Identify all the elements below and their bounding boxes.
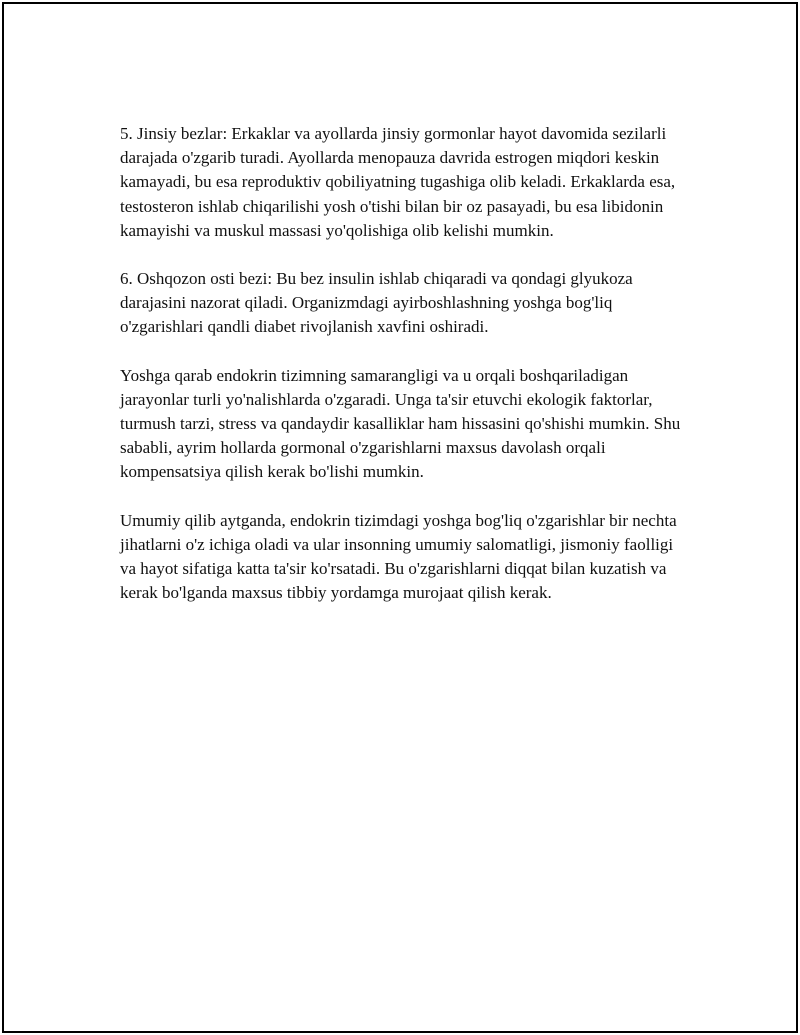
paragraph-gonads: 5. Jinsiy bezlar: Erkaklar va ayollarda jinsiy gormonlar hayot davomida sezilarli darajada o'zgarib turadi. Ayollarda menopauza davrida estrogen miqdori keskin kamayadi, bu esa reproduktiv qobiliyatning tugashiga olib keladi. Erkaklarda esa, testosteron ishlab chiqarilishi yosh o'tishi bilan bir oz pasayadi, bu esa libidonin kamayishi va muskul massasi yo'qolishiga olib kelishi mumkin. — [120, 124, 676, 240]
document-body — [120, 122, 690, 629]
paragraph-age-factors: Yoshga qarab endokrin tizimning samarangligi va u orqali boshqariladigan jarayonlar turli yo'nalishlarda o'zgaradi. Unga ta'sir etuvchi ekologik faktorlar, turmush tarzi, stress va qandaydir kasalliklar ham hissasini qo'shishi mumkin. Shu sababli, ayrim hollarda gormonal o'zgarishlarni maxsus davolash orqali kompensatsiya qilish kerak bo'lishi mumkin. — [120, 365, 681, 482]
paragraph-conclusion: Umumiy qilib aytganda, endokrin tizimdagi yoshga bog'liq o'zgarishlar bir nechta jihatlarni o'z ichiga oladi va ular insonning umumiy salomatligi, jismoniy faolligi va hayot sifatiga katta ta'sir ko'rsatadi. Bu o'zgarishlarni diqqat bilan kuzatish va kerak bo'lganda maxsus tibbiy yordamga murojaat qilish kerak. — [120, 510, 677, 603]
paragraph-pancreas: 6. Oshqozon osti bezi: Bu bez insulin ishlab chiqaradi va qondagi glyukoza darajasini nazorat qiladi. Organizmdagi ayirboshlashning yoshga bog'liq o'zgarishlari qandli diabet rivojlanish xavfini oshiradi. — [120, 269, 633, 337]
document-page — [2, 2, 798, 1033]
